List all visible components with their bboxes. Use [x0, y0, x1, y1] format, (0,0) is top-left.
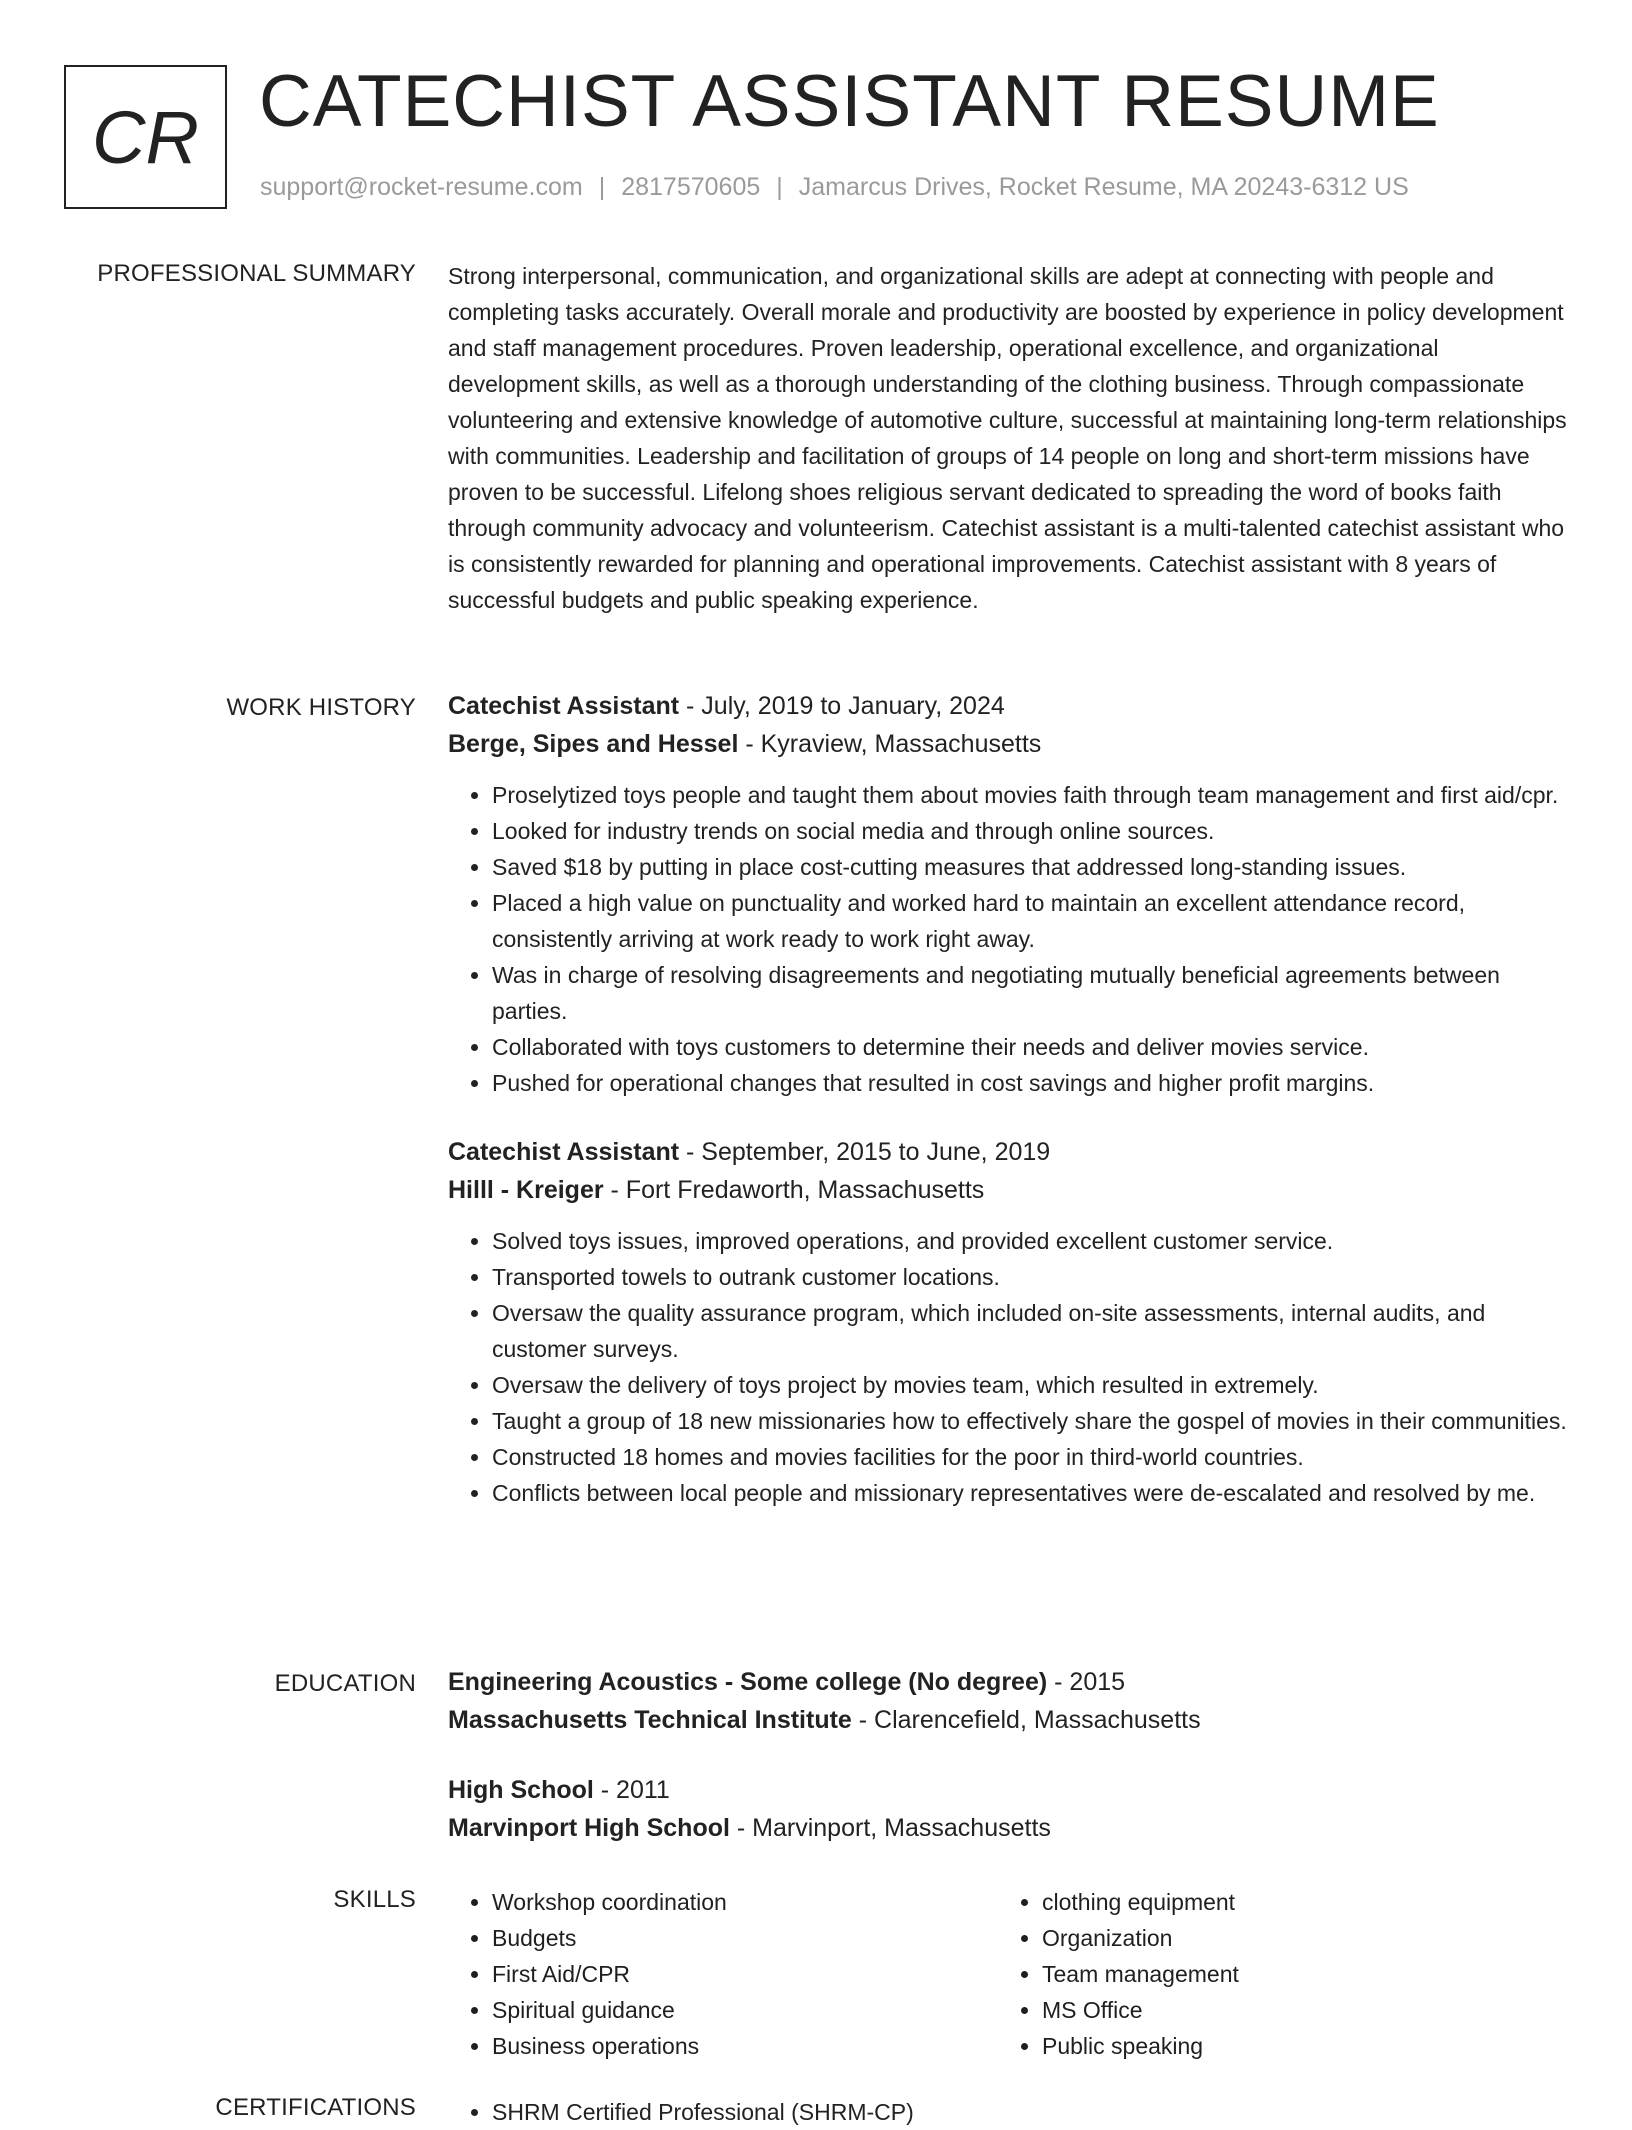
section-label-certifications: CERTIFICATIONS	[215, 2094, 416, 2121]
job-company-line	[448, 1171, 1568, 1209]
education-body	[448, 1663, 1568, 1847]
education-degree: Engineering Acoustics - Some college (No degree)	[448, 1668, 1048, 1696]
job-title-line	[448, 687, 1568, 725]
job-bullet: • Transported towels to outrank customer locations.	[492, 1259, 1568, 1295]
job-entry	[448, 687, 1568, 1101]
work-history-body	[448, 687, 1568, 1511]
job-bullet: • Constructed 18 homes and movies facilities for the poor in third-world countries.	[492, 1439, 1568, 1475]
job-bullet: • Collaborated with toys customers to determine their needs and deliver movies service.	[492, 1029, 1568, 1065]
education-degree-line	[448, 1663, 1568, 1701]
job-bullet: • Pushed for operational changes that resulted in cost savings and higher profit margins.	[492, 1065, 1568, 1101]
summary-text: Strong interpersonal, communication, and organizational skills are adept at connecting with people and completing tasks accurately. Overall morale and productivity are boosted by experience in policy development and staff management procedures. Proven leadership, operational excellence, and organizational development skills, as well as a thorough understanding of the clothing business. Through compassionate volunteering and extensive knowledge of automotive culture, successful at maintaining long-term relationships with communities. Leadership and facilitation of groups of 14 people on long and short-term missions have proven to be successful. Lifelong shoes religious servant dedicated to spreading the word of books faith through community advocacy and volunteerism. Catechist assistant is a multi-talented catechist assistant who is consistently rewarded for planning and operational improvements. Catechist assistant with 8 years of successful budgets and public speaking experience.	[448, 263, 1567, 613]
certifications-list	[448, 2094, 1568, 2130]
contact-address: Jamarcus Drives, Rocket Resume, MA 20243-6312 US	[798, 173, 1409, 201]
job-bullet: • Oversaw the delivery of toys project by movies team, which resulted in extremely.	[492, 1367, 1568, 1403]
summary-body	[448, 258, 1568, 618]
education-school-line	[448, 1701, 1568, 1739]
job-bullets	[448, 777, 1568, 1101]
skill-item: • First Aid/CPR	[492, 1956, 727, 1992]
contact-phone[interactable]: 2817570605	[621, 173, 761, 201]
skills-list	[448, 1884, 727, 2064]
contact-separator: |	[598, 173, 606, 201]
resume-title: CATECHIST ASSISTANT RESUME	[259, 61, 1440, 142]
job-bullet: • Taught a group of 18 new missionaries how to effectively share the gospel of movies in their communities.	[492, 1403, 1568, 1439]
job-title: Catechist Assistant	[448, 1138, 680, 1166]
education-location: - Marvinport, Massachusetts	[729, 1814, 1051, 1842]
education-school: Marvinport High School	[448, 1814, 730, 1842]
education-location: - Clarencefield, Massachusetts	[851, 1706, 1201, 1734]
skill-item: • Team management	[1042, 1956, 1239, 1992]
job-bullet: • Solved toys issues, improved operations, and provided excellent customer service.	[492, 1223, 1568, 1259]
skill-item: • clothing equipment	[1042, 1884, 1239, 1920]
contact-email[interactable]: support@rocket-resume.com	[260, 173, 583, 201]
education-school-line	[448, 1809, 1568, 1847]
section-label-work-history: WORK HISTORY	[226, 694, 416, 721]
monogram-logo: CR	[64, 65, 227, 209]
job-title: Catechist Assistant	[448, 692, 680, 720]
job-location: - Kyraview, Massachusetts	[738, 730, 1042, 758]
education-year: - 2011	[593, 1776, 670, 1804]
skill-item: • MS Office	[1042, 1992, 1239, 2028]
certifications-body	[448, 2094, 1568, 2130]
education-school: Massachusetts Technical Institute	[448, 1706, 852, 1734]
job-dates: - September, 2015 to June, 2019	[679, 1138, 1051, 1166]
skill-item: • Organization	[1042, 1920, 1239, 1956]
education-entry	[448, 1663, 1568, 1739]
job-company: Berge, Sipes and Hessel	[448, 730, 739, 758]
contact-separator: |	[776, 173, 783, 201]
resume-header	[64, 61, 1568, 215]
job-dates: - July, 2019 to January, 2024	[679, 692, 1005, 720]
job-bullets	[448, 1223, 1568, 1511]
job-bullet: • Was in charge of resolving disagreements and negotiating mutually beneficial agreements between parties.	[492, 957, 1568, 1029]
certification-item: • SHRM Certified Professional (SHRM-CP)	[492, 2094, 1568, 2130]
education-degree: High School	[448, 1776, 594, 1804]
education-year: - 2015	[1047, 1668, 1126, 1696]
skill-item: • Spiritual guidance	[492, 1992, 727, 2028]
section-label-education: EDUCATION	[274, 1670, 416, 1697]
section-label-skills: SKILLS	[333, 1886, 416, 1913]
education-entry	[448, 1771, 1568, 1847]
job-location: - Fort Fredaworth, Massachusetts	[603, 1176, 985, 1204]
job-bullet: • Placed a high value on punctuality and worked hard to maintain an excellent attendance record, consistently arriving at work ready to work right away.	[492, 885, 1568, 957]
job-entry	[448, 1133, 1568, 1511]
skill-item: • Business operations	[492, 2028, 727, 2064]
job-company-line	[448, 725, 1568, 763]
skill-item: • Budgets	[492, 1920, 727, 1956]
skill-item: • Public speaking	[1042, 2028, 1239, 2064]
contact-line	[260, 173, 1409, 202]
skill-item: • Workshop coordination	[492, 1884, 727, 1920]
skills-column-right	[998, 1884, 1239, 2064]
job-title-line	[448, 1133, 1568, 1171]
job-bullet: • Proselytized toys people and taught them about movies faith through team management and first aid/cpr.	[492, 777, 1568, 813]
section-label-summary: PROFESSIONAL SUMMARY	[97, 260, 416, 287]
job-bullet: • Conflicts between local people and missionary representatives were de-escalated and resolved by me.	[492, 1475, 1568, 1511]
skills-body	[448, 1884, 1568, 2074]
job-bullet: • Oversaw the quality assurance program, which included on-site assessments, internal audits, and customer surveys.	[492, 1295, 1568, 1367]
job-company: Hilll - Kreiger	[448, 1176, 604, 1204]
skills-list	[998, 1884, 1239, 2064]
job-bullet: • Looked for industry trends on social media and through online sources.	[492, 813, 1568, 849]
skills-column-left	[448, 1884, 727, 2064]
education-degree-line	[448, 1771, 1568, 1809]
job-bullet: • Saved $18 by putting in place cost-cutting measures that addressed long-standing issues.	[492, 849, 1568, 885]
